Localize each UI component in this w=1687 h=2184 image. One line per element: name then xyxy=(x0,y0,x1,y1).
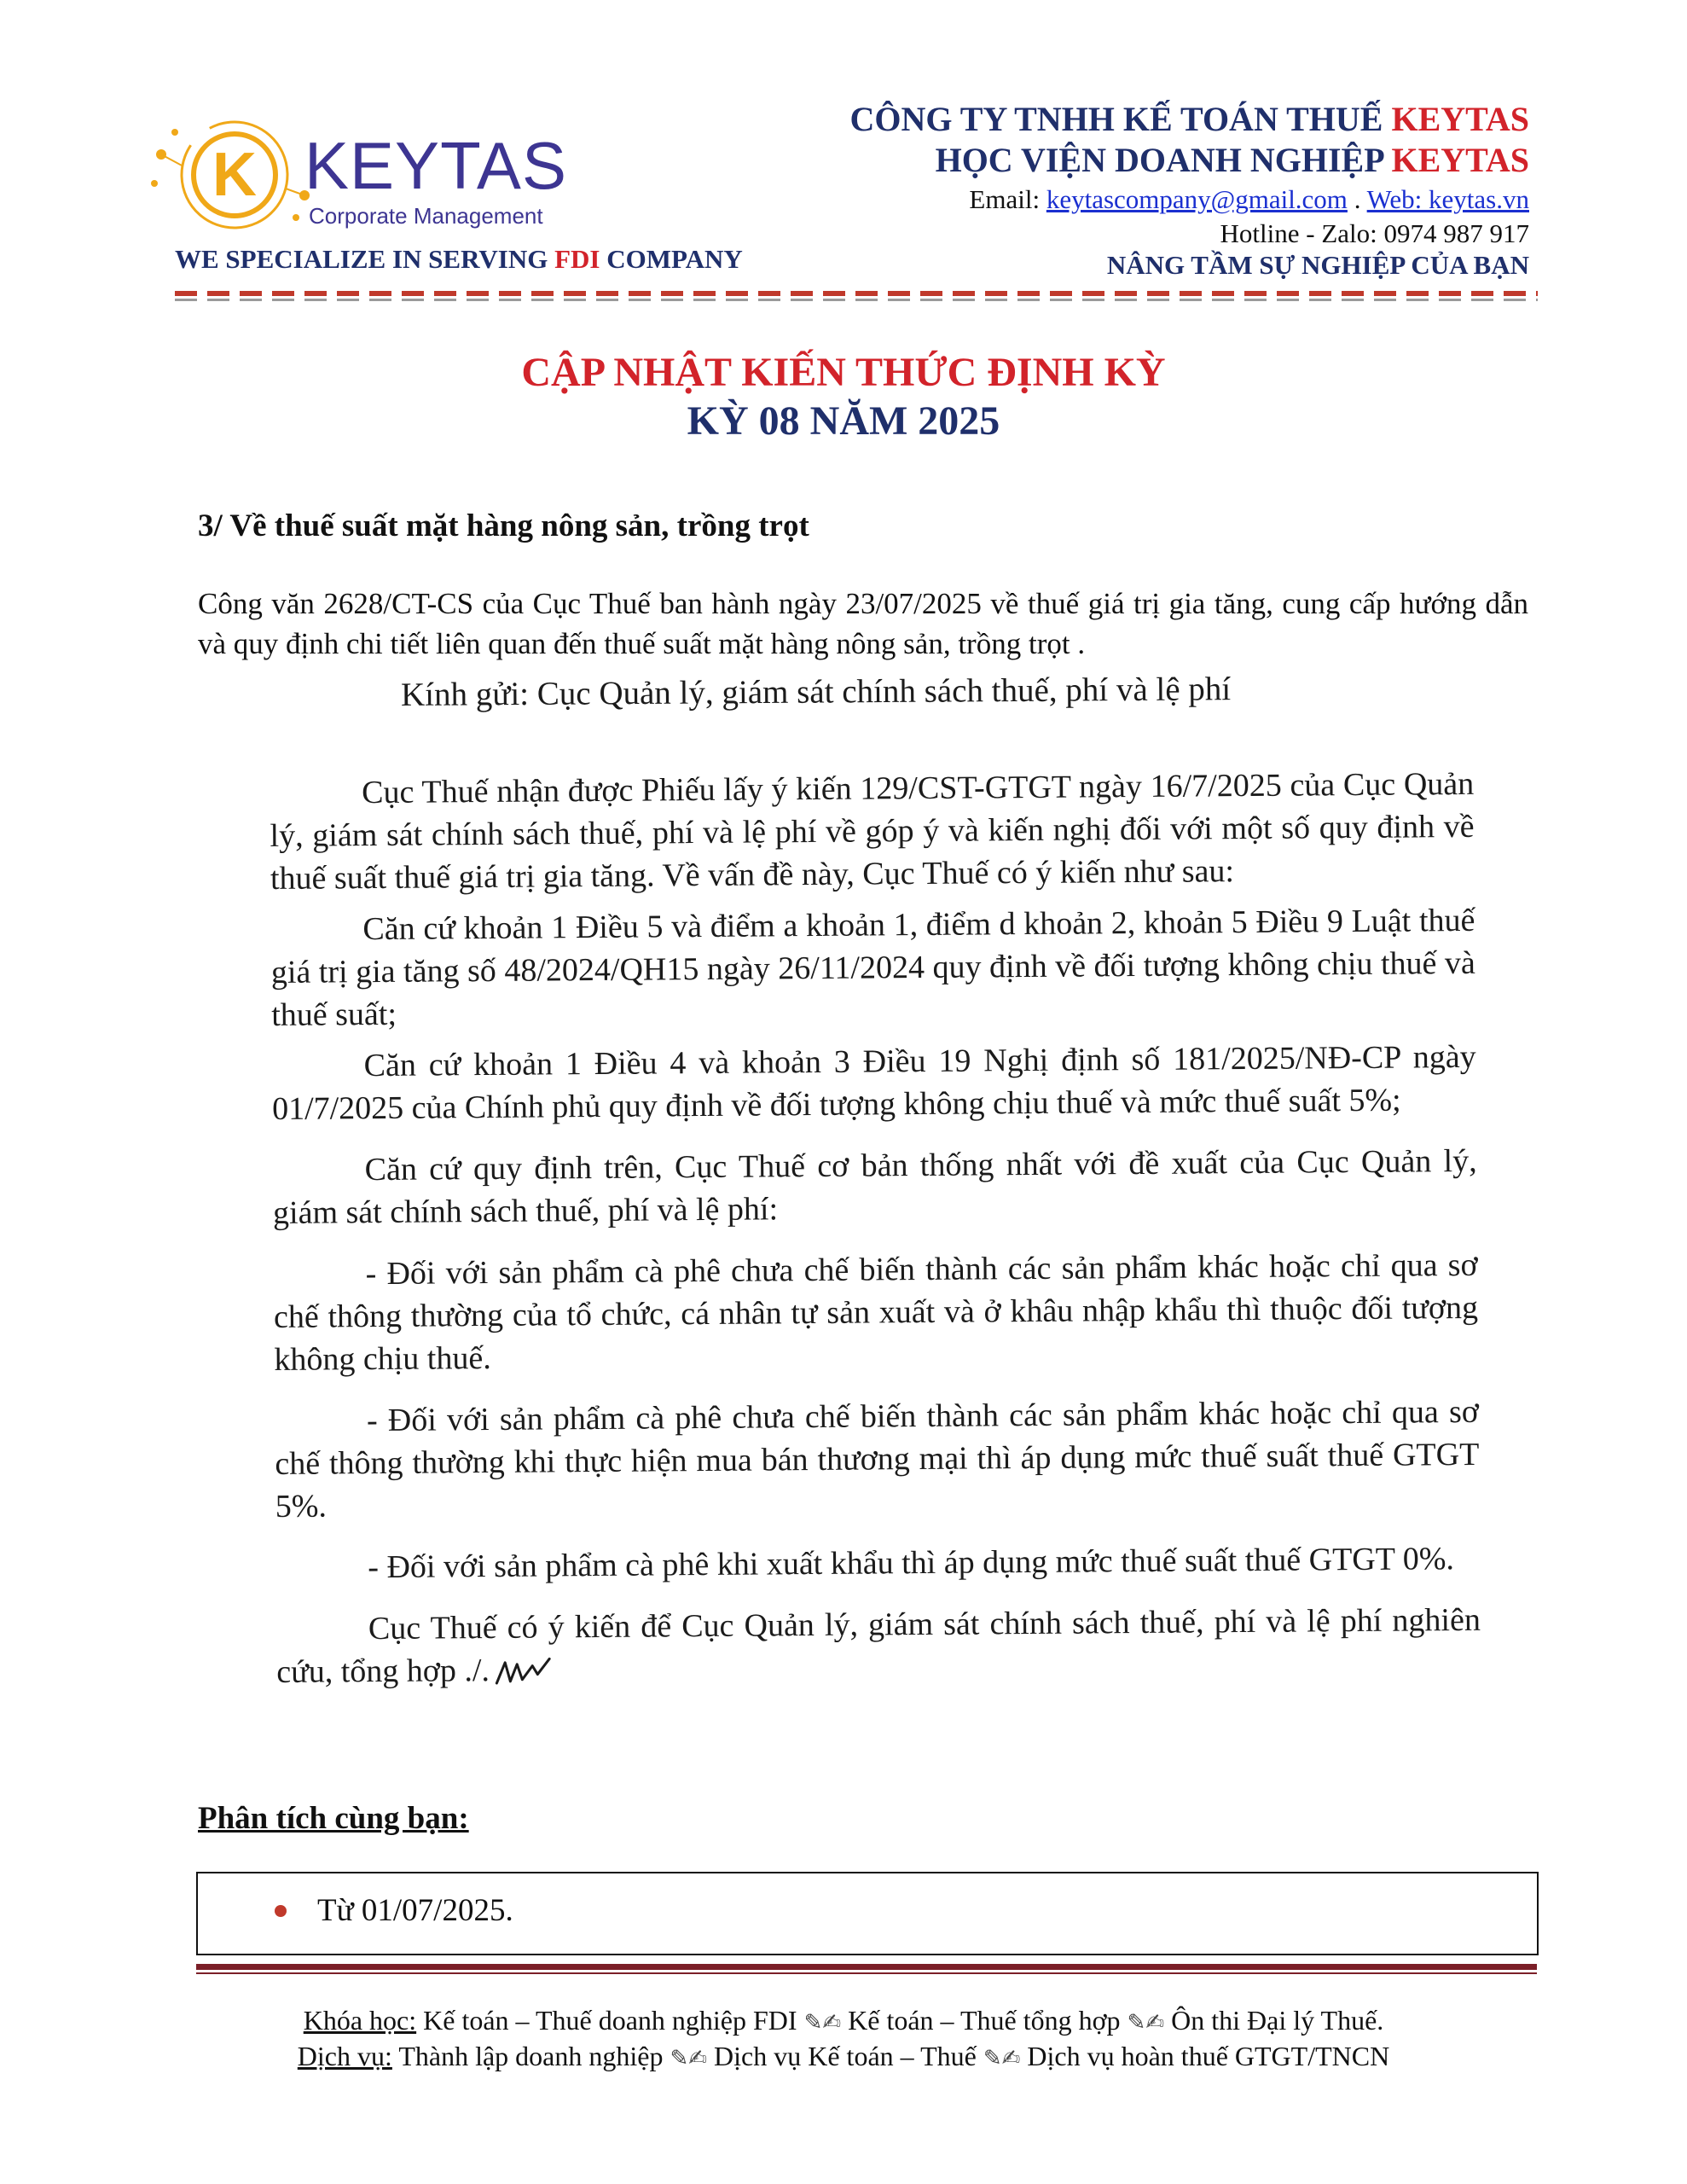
academy-name: HỌC VIỆN DOANH NGHIỆP KEYTAS xyxy=(935,141,1529,179)
logo-mark-icon xyxy=(149,107,320,243)
letter-paragraph: - Đối với sản phẩm cà phê khi xuất khẩu thì áp dụng mức thuế suất thuế GTGT 0%. xyxy=(368,1541,1455,1586)
website-link[interactable]: Web: keytas.vn xyxy=(1366,184,1529,214)
svg-text:K: K xyxy=(212,141,257,209)
contact-line: Email: keytascompany@gmail.com . Web: keytas.vn xyxy=(969,184,1529,214)
logo-wordmark: KEYTAS xyxy=(304,128,567,203)
pen-icon: ✎✍ xyxy=(670,2046,708,2071)
company-motto: NÂNG TẦM SỰ NGHIỆP CỦA BẠN xyxy=(1106,250,1529,280)
footer-services: Dịch vụ: Thành lập doanh nghiệp ✎✍ Dịch vụ Kế toán – Thuế ✎✍ Dịch vụ hoàn thuế GTGT/TNCN xyxy=(297,2041,1390,2071)
company-name: CÔNG TY TNHH KẾ TOÁN THUẾ KEYTAS xyxy=(849,100,1529,138)
letter-paragraph: Căn cứ khoản 1 Điều 4 và khoản 3 Điều 19 Nghị định số 181/2025/NĐ-CP ngày 01/7/2025 của Chính phủ quy định về đối tượng không chịu thuế và mức thuế suất 5%; xyxy=(271,1038,1476,1127)
section-heading: 3/ Về thuế suất mặt hàng nông sản, trồng trọt xyxy=(198,508,809,543)
letter-paragraph: Căn cứ khoản 1 Điều 5 và điểm a khoản 1, điểm d khoản 2, khoản 5 Điều 9 Luật thuế giá trị gia tăng số 48/2024/QH15 ngày 26/11/2024 quy định về đối tượng không chịu thuế và thuế suất; xyxy=(270,902,1475,1033)
letter-paragraph: Căn cứ quy định trên, Cục Thuế cơ bản thống nhất với đề xuất của Cục Quản lý, giám sát chính sách thuế, phí và lệ phí: xyxy=(272,1142,1477,1231)
letter-paragraph: - Đối với sản phẩm cà phê chưa chế biến thành các sản phẩm khác hoặc chỉ qua sơ chế thông thường của tổ chức, cá nhân tự sản xuất và ở khâu nhập khẩu thì thuộc đối tượng không chịu thuế. xyxy=(273,1246,1479,1378)
pen-icon: ✎✍ xyxy=(1127,2010,1165,2036)
footer-divider xyxy=(196,1964,1537,1974)
company-tagline: WE SPECIALIZE IN SERVING FDI COMPANY xyxy=(175,244,743,274)
document-period: KỲ 08 NĂM 2025 xyxy=(687,398,1000,444)
letter-closing: Cục Thuế có ý kiến để Cục Quản lý, giám sát chính sách thuế, phí và lệ phí nghiên cứu, tổng hợp ./. xyxy=(276,1601,1481,1690)
letter-addressee: Kính gửi: Cục Quản lý, giám sát chính sách thuế, phí và lệ phí xyxy=(400,671,1232,713)
analysis-heading: Phân tích cùng bạn: xyxy=(198,1801,469,1836)
pen-icon: ✎✍ xyxy=(803,2010,842,2036)
header-divider xyxy=(175,291,1538,301)
letter-paragraph: Cục Thuế nhận được Phiếu lấy ý kiến 129/CST-GTGT ngày 16/7/2025 của Cục Quản lý, giám sát chính sách thuế, phí và lệ phí về góp ý và kiến nghị đối với một số quy định về thuế suất thuế giá trị gia tăng. Về vấn đề này, Cục Thuế có ý kiến như sau: xyxy=(270,765,1475,897)
document-title: CẬP NHẬT KIẾN THỨC ĐỊNH KỲ xyxy=(521,350,1166,395)
pen-icon: ✎✍ xyxy=(983,2046,1021,2071)
letter-body xyxy=(270,763,1481,1693)
analysis-box xyxy=(196,1872,1539,1955)
section-intro: Công văn 2628/CT-CS của Cục Thuế ban hành ngày 23/07/2025 về thuế giá trị gia tăng, cung cấp hướng dẫn và quy định chi tiết liên quan đến thuế suất mặt hàng nông sản, trồng trọt . xyxy=(198,587,1528,660)
analysis-bullet-text: Từ 01/07/2025. xyxy=(317,1893,513,1928)
signature-icon xyxy=(493,1656,553,1691)
footer-courses: Khóa học: Kế toán – Thuế doanh nghiệp FDI ✎✍ Kế toán – Thuế tổng hợp ✎✍ Ôn thi Đại lý Thuế. xyxy=(303,2005,1384,2036)
hotline: Hotline - Zalo: 0974 987 917 xyxy=(1220,218,1529,248)
email-link[interactable]: keytascompany@gmail.com xyxy=(1046,184,1348,214)
letter-paragraph: - Đối với sản phẩm cà phê chưa chế biến thành các sản phẩm khác hoặc chỉ qua sơ chế thông thường khi thực hiện mua bán thương mại thì áp dụng mức thuế suất thuế GTGT 5%. xyxy=(275,1393,1480,1525)
logo-subtitle: Corporate Management xyxy=(309,203,543,229)
bullet-icon xyxy=(275,1905,287,1917)
